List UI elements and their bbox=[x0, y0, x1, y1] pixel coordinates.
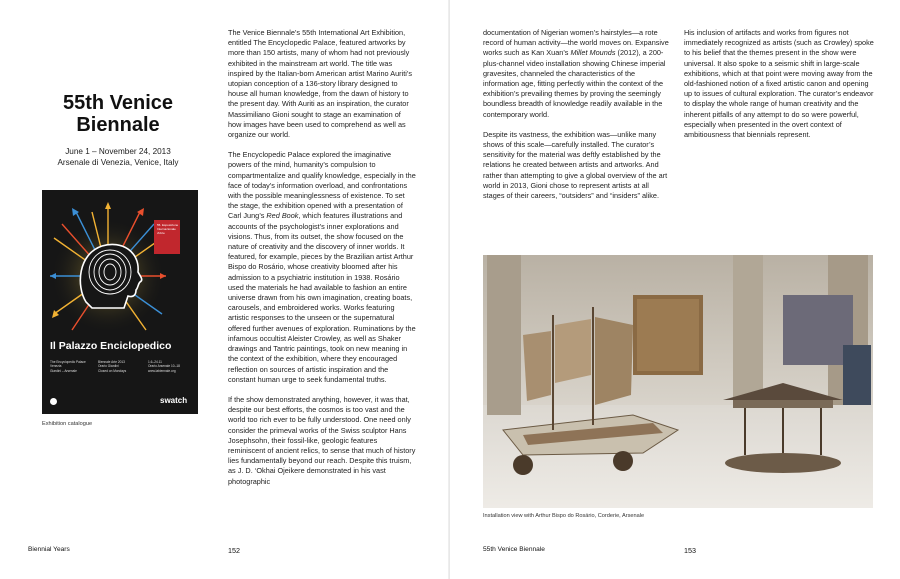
exhibition-venue: Arsenale di Venezia, Venice, Italy bbox=[57, 158, 179, 167]
italic-title: Millet Mounds bbox=[570, 48, 616, 58]
text-run: , which features illustrations and accounts of the psychologist’s inner explorations and visions. Thus, from its outset, the show focused on the nature of creativity and the discovery of inner worlds. It featured, for example, pieces by the Brazilian artist Arthur Bispo do Rosário, whose creativity bloomed after his admission to a psychiatric institution in 1938. Rosário used the materials he had available to fashion an entire universe drawn from his own imagination, creating boats, carousels, and embroidered works. Works featuring artistic responses to the unseen or the supernatural offered further avenues of exploration. Ruminations by the infamous occultist Aleister Crowley, as well as Shaker drawings and Tantric paintings, took on new meaning in the context of the exhibition, where they encouraged reflection on sources of artistic inspiration and the constant human urge to seek fundamental truths. bbox=[228, 211, 416, 384]
text-column-2 bbox=[483, 28, 671, 211]
exhibition-dates: June 1 – November 24, 2013 bbox=[65, 147, 171, 156]
page-number-right: 153 bbox=[684, 546, 696, 555]
photo-caption: Installation view with Arthur Bispo do Rosário, Corderie, Arsenale bbox=[483, 513, 645, 519]
title-block bbox=[30, 92, 206, 168]
paragraph: If the show demonstrated anything, however, it was that, despite our best efforts, the cosmos is too vast and the world too rich ever to be fully understood. One need only consider the primeval works of the Swiss sculptor Hans Josephsohn, their fossil-like, geologic features reminiscent of ancient relics, to sense that much of history lies fundamentally beyond our reach. Despite this truism, as J. D. ‘Okhai Ojeikere demonstrated in his vast photographic bbox=[228, 394, 416, 486]
biennale-logo-icon bbox=[50, 398, 57, 405]
paragraph: The Venice Biennale’s 55th International Art Exhibition, entitled The Encyclopedic Palace, featured artworks by more than 150 artists, many of whom had not previously exhibited in the mainstream art world. The title was inspired by the Italian-born American artist Marino Auriti’s utopian conception of a 136-story library designed to house all human knowledge, from the dawn of history to the present day. With Auriti as an inspiration, the curator Massimiliano Gioni sought to stage an examination of how images have been used to comprehend as well as organize our world. bbox=[228, 28, 412, 140]
text-column-3 bbox=[684, 28, 874, 150]
poster-title: Il Palazzo Enciclopedico bbox=[50, 340, 172, 352]
paragraph bbox=[483, 28, 671, 120]
poster-info-3: 1.6–24.11 Orario Arsenale 10–18 www.labiennale.org bbox=[148, 360, 180, 373]
page-number-left: 152 bbox=[228, 546, 240, 555]
installation-photo bbox=[483, 255, 873, 508]
running-footer-right: 55th Venice Biennale bbox=[483, 546, 545, 553]
paragraph: His inclusion of artifacts and works from figures not immediately recognized as artists (such as Crowley) spoke to his belief that the themes present in the show were universal. It also spoke to a seismic shift in large-scale exhibitions, which at that point were moving away from the old-fashioned notion of a fixed artistic canon and opening up to issues of cultural exploration. The curator’s endeavor to display the whole range of human creativity and the inherent pitfalls of any attempt to do so were powerful, especially when presented in the overt context of ambitiousness that biennials represent. bbox=[684, 28, 874, 140]
exhibition-catalogue-image bbox=[42, 190, 198, 414]
poster-badge-text: 55. Esposizione Internazionale d'Arte bbox=[157, 223, 179, 235]
italic-title: Red Book bbox=[266, 211, 299, 221]
text-run: The Encyclopedic Palace explored the imaginative powers of the mind, humanity’s compulsion to compartmentalize and qualify knowledge, especially in the face of today’s information overload, and confrontations with the possible meaninglessness of existence. To set the stage, the exhibition opened with a presentation of Carl Jung’s bbox=[228, 150, 416, 221]
installation-illustration bbox=[483, 255, 873, 508]
paragraph: Despite its vastness, the exhibition was—unlike many shows of this scale—carefully installed. The curator’s sensitivity for the material was deftly established by the relations he created between artists and artworks. And rather than attempting to give a global overview of the art world in 2013, Gioni chose to represent artists at all stages of their careers, “outsiders” and “insiders” alike. bbox=[483, 129, 668, 201]
poster-caption: Exhibition catalogue bbox=[42, 421, 93, 427]
poster-sponsor: swatch bbox=[160, 396, 188, 405]
poster-info-2: Biennale Arte 2013 Orario Giardini Closed on Mondays bbox=[98, 360, 127, 373]
text-column-1 bbox=[228, 28, 416, 497]
page-title: 55th Venice Biennale bbox=[62, 92, 174, 136]
poster-biennale-badge bbox=[154, 220, 180, 254]
running-footer-left: Biennial Years bbox=[28, 546, 70, 553]
text-run: (2012), a 200-plus-channel video installation showing Chinese imperial gravesites, channeled the characteristics of the information age, fitting perfectly within the context of the exhibition’s prevailing themes by proving the seemingly boundless breadth of knowledge readily available in the contemporary world. bbox=[483, 48, 666, 119]
paragraph bbox=[228, 150, 416, 385]
poster-info-1: The Encyclopedic Palace Venezia Giardini – Arsenale bbox=[50, 360, 86, 373]
text-run: documentation of Nigerian women’s hairstyles—a rote record of human activity—the world moves on. Expansive works such as Kan Xuan’s bbox=[483, 28, 669, 58]
